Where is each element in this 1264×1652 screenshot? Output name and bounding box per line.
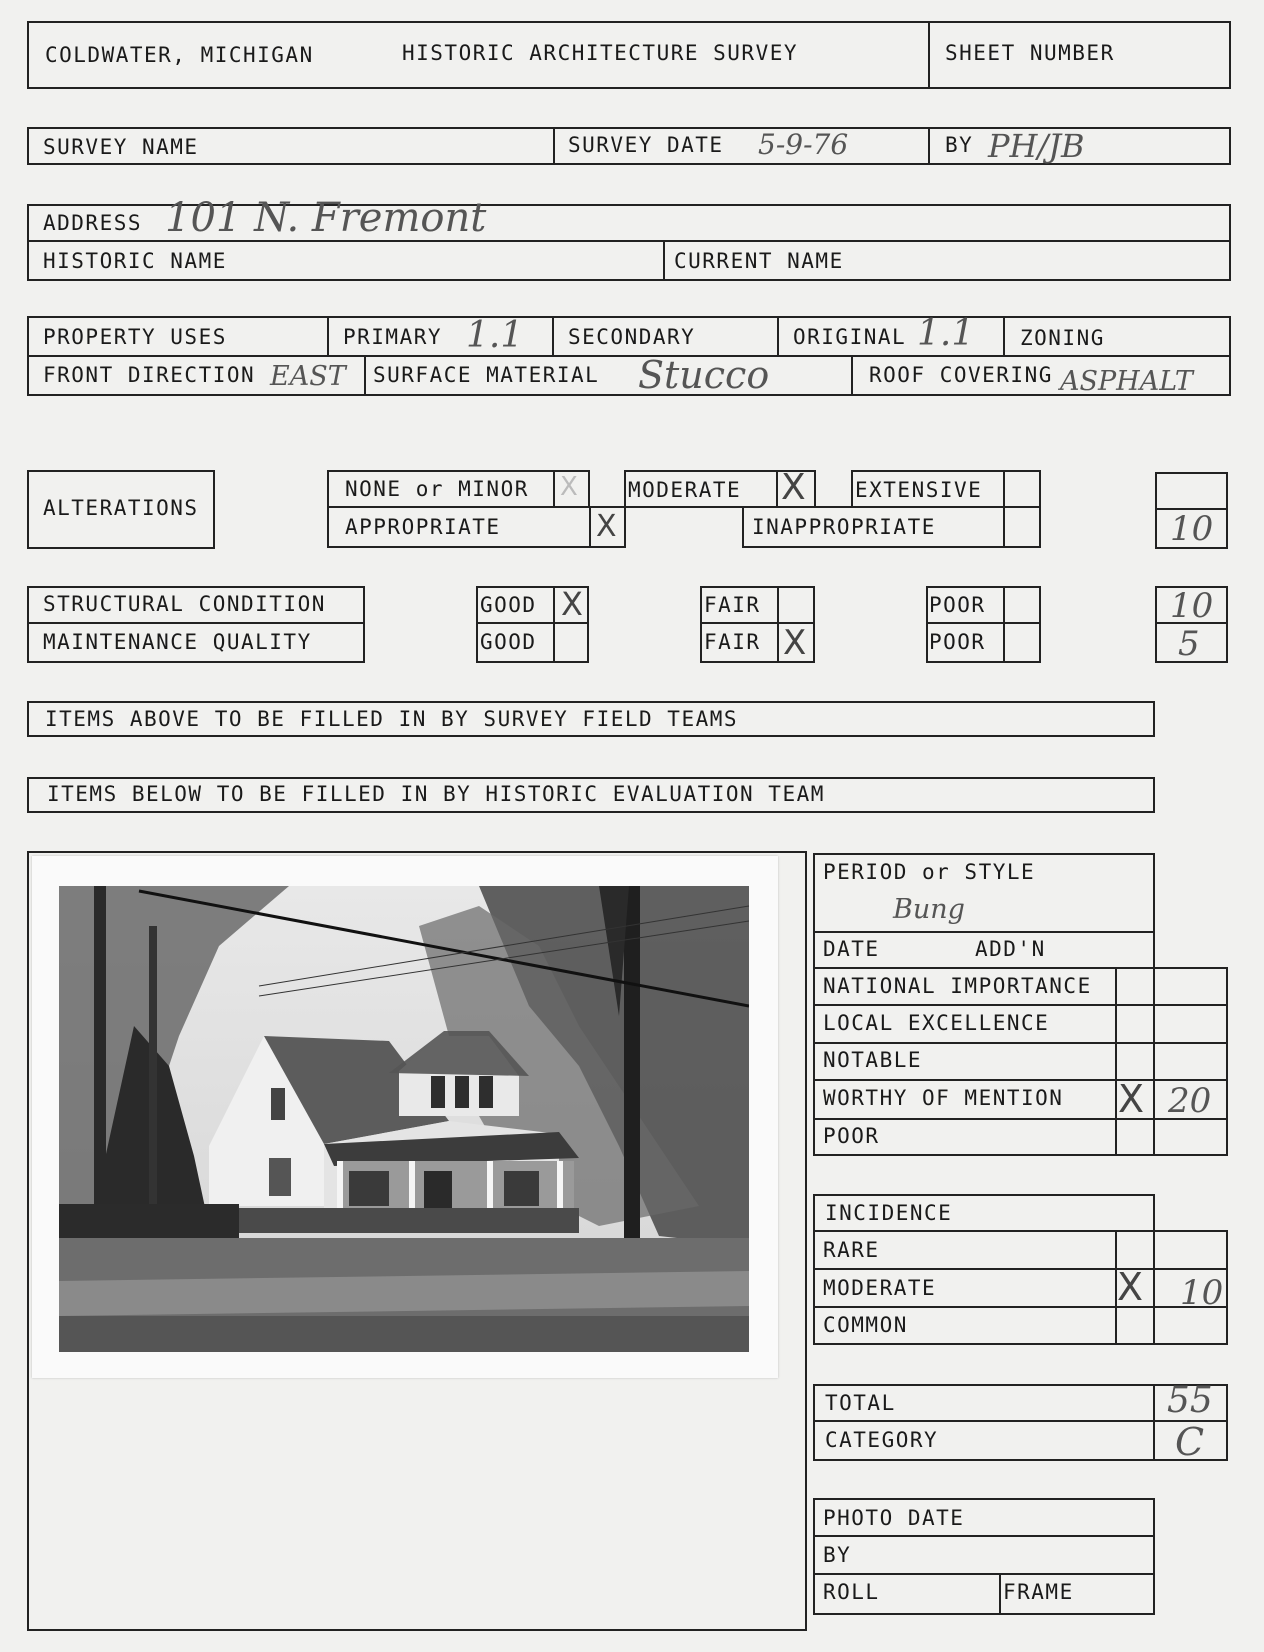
eval-poor-label: POOR bbox=[823, 1124, 880, 1148]
alteration-none-divider bbox=[553, 470, 555, 508]
inc-line-common bbox=[813, 1306, 1228, 1308]
photo-info-col bbox=[999, 1573, 1001, 1615]
photo-print bbox=[32, 856, 778, 1378]
structural-poor-label: POOR bbox=[929, 593, 986, 617]
roll-label: ROLL bbox=[823, 1580, 880, 1604]
structural-score: 10 bbox=[1170, 586, 1214, 626]
photo-by-label: BY bbox=[823, 1543, 852, 1567]
front-col-1 bbox=[364, 355, 366, 396]
note-above-right bbox=[1153, 701, 1155, 737]
property-col-3 bbox=[777, 316, 779, 357]
survey-row-right bbox=[1229, 127, 1231, 165]
front-direction-label: FRONT DIRECTION bbox=[43, 363, 256, 387]
original-value: 1.1 bbox=[917, 313, 975, 354]
note-below-bottom bbox=[27, 811, 1155, 813]
eval-line-poor bbox=[813, 1118, 1228, 1120]
appropriate-label: APPROPRIATE bbox=[345, 515, 501, 539]
historic-name-label: HISTORIC NAME bbox=[43, 249, 227, 273]
sheet-number-label: SHEET NUMBER bbox=[945, 41, 1115, 65]
maintenance-good-label: GOOD bbox=[480, 630, 537, 654]
incidence-label: INCIDENCE bbox=[825, 1201, 953, 1225]
note-below-left bbox=[27, 777, 29, 813]
condition-label-divider bbox=[27, 622, 365, 624]
photo-date-label: PHOTO DATE bbox=[823, 1506, 965, 1530]
worthy-mark: X bbox=[1118, 1077, 1145, 1121]
structural-good-label: GOOD bbox=[480, 593, 537, 617]
structural-fair-label: FAIR bbox=[704, 593, 761, 617]
moderate-label: MODERATE bbox=[628, 478, 742, 502]
house-photo bbox=[59, 886, 749, 1352]
none-minor-label: NONE or MINOR bbox=[345, 477, 529, 501]
property-col-1 bbox=[327, 316, 329, 357]
note-above-left bbox=[27, 701, 29, 737]
property-divider bbox=[27, 355, 1231, 357]
alteration-appropriate-divider bbox=[589, 506, 591, 548]
current-name-label: CURRENT NAME bbox=[674, 249, 844, 273]
eval-line-date bbox=[813, 931, 1155, 933]
survey-by-label: BY bbox=[945, 133, 974, 157]
frame-label: FRAME bbox=[1003, 1580, 1074, 1604]
national-importance-label: NATIONAL IMPORTANCE bbox=[823, 974, 1092, 998]
header-divider bbox=[928, 21, 930, 89]
moderate-mark: X bbox=[781, 467, 806, 508]
primary-value: 1.1 bbox=[466, 315, 524, 356]
note-above: ITEMS ABOVE TO BE FILLED IN BY SURVEY FIELD TEAMS bbox=[45, 707, 739, 731]
address-label: ADDRESS bbox=[43, 211, 143, 235]
primary-label: PRIMARY bbox=[343, 325, 443, 349]
photo-info-line-1 bbox=[813, 1535, 1155, 1537]
incidence-moderate-label: MODERATE bbox=[823, 1276, 937, 1300]
incidence-moderate-score: 10 bbox=[1180, 1273, 1224, 1313]
secondary-label: SECONDARY bbox=[568, 325, 696, 349]
notable-label: NOTABLE bbox=[823, 1048, 923, 1072]
totals-col bbox=[1153, 1384, 1155, 1461]
total-value: 55 bbox=[1167, 1380, 1213, 1421]
alteration-moderate-divider bbox=[776, 470, 778, 508]
eval-line-notable bbox=[813, 1042, 1228, 1044]
front-direction-value: EAST bbox=[270, 361, 346, 392]
maintenance-poor-label: POOR bbox=[929, 630, 986, 654]
original-label: ORIGINAL bbox=[793, 325, 907, 349]
category-value: C bbox=[1175, 1420, 1205, 1464]
city-label: COLDWATER, MICHIGAN bbox=[45, 43, 314, 67]
rare-label: RARE bbox=[823, 1238, 880, 1262]
local-excellence-label: LOCAL EXCELLENCE bbox=[823, 1011, 1050, 1035]
condition-fair-col bbox=[777, 586, 779, 663]
eval-addn-label: ADD'N bbox=[975, 937, 1046, 961]
property-col-2 bbox=[552, 316, 554, 357]
alteration-inappropriate-divider bbox=[1003, 506, 1005, 548]
property-col-4 bbox=[1003, 316, 1005, 357]
surface-material-label: SURFACE MATERIAL bbox=[373, 363, 600, 387]
photo-info-line-2 bbox=[813, 1573, 1155, 1575]
note-below-right bbox=[1153, 777, 1155, 813]
appropriate-mark: X bbox=[596, 509, 617, 544]
note-below: ITEMS BELOW TO BE FILLED IN BY HISTORIC EVALUATION TEAM bbox=[47, 782, 825, 806]
inappropriate-label: INAPPROPRIATE bbox=[752, 515, 936, 539]
evaluation-score-column bbox=[1115, 967, 1228, 1156]
alterations-label: ALTERATIONS bbox=[43, 496, 199, 520]
survey-divider-2 bbox=[928, 127, 930, 165]
eval-line-worthy bbox=[813, 1079, 1228, 1081]
extensive-label: EXTENSIVE bbox=[855, 478, 983, 502]
inc-line-rare bbox=[813, 1230, 1228, 1232]
condition-poor-col bbox=[1003, 586, 1005, 663]
eval-date-label: DATE bbox=[823, 937, 880, 961]
note-above-bottom bbox=[27, 735, 1155, 737]
alteration-extensive-divider bbox=[1003, 470, 1005, 508]
total-label: TOTAL bbox=[825, 1391, 896, 1415]
note-below-top bbox=[27, 777, 1155, 779]
survey-divider-1 bbox=[553, 127, 555, 165]
eval-line-national bbox=[813, 967, 1228, 969]
period-style-value: Bung bbox=[893, 894, 965, 925]
photo-area-left bbox=[27, 851, 29, 1631]
none-minor-mark: X bbox=[560, 472, 578, 502]
inc-line-moderate bbox=[813, 1268, 1228, 1270]
form-title: HISTORIC ARCHITECTURE SURVEY bbox=[402, 41, 799, 65]
maintenance-quality-label: MAINTENANCE QUALITY bbox=[43, 630, 312, 654]
period-style-label: PERIOD or STYLE bbox=[823, 860, 1036, 884]
structural-good-mark: X bbox=[561, 585, 583, 623]
survey-date-label: SURVEY DATE bbox=[568, 133, 724, 157]
condition-poor-divider bbox=[926, 622, 1041, 624]
property-uses-label: PROPERTY USES bbox=[43, 325, 227, 349]
maintenance-fair-label: FAIR bbox=[704, 630, 761, 654]
photo-area-right bbox=[805, 851, 807, 1631]
survey-date-value: 5-9-76 bbox=[758, 128, 849, 161]
alteration-score: 10 bbox=[1170, 509, 1214, 549]
maintenance-score: 5 bbox=[1178, 624, 1200, 664]
common-label: COMMON bbox=[823, 1313, 908, 1337]
zoning-label: ZONING bbox=[1020, 326, 1105, 350]
incidence-moderate-mark: X bbox=[1117, 1265, 1144, 1309]
survey-by-value: PH/JB bbox=[988, 127, 1085, 165]
roof-covering-label: ROOF COVERING bbox=[869, 363, 1053, 387]
photo-area-top bbox=[27, 851, 807, 853]
front-col-2 bbox=[851, 355, 853, 396]
maintenance-fair-mark: X bbox=[783, 623, 807, 663]
note-above-top bbox=[27, 701, 1155, 703]
roof-covering-value: ASPHALT bbox=[1060, 366, 1193, 397]
worthy-of-mention-label: WORTHY OF MENTION bbox=[823, 1086, 1064, 1110]
structural-condition-label: STRUCTURAL CONDITION bbox=[43, 592, 326, 616]
worthy-score: 20 bbox=[1168, 1081, 1212, 1121]
surface-material-value: Stucco bbox=[638, 353, 770, 397]
eval-line-local bbox=[813, 1004, 1228, 1006]
name-divider bbox=[663, 240, 665, 281]
photo-area-bottom bbox=[27, 1629, 807, 1631]
address-value: 101 N. Fremont bbox=[165, 195, 487, 241]
totals-divider bbox=[813, 1420, 1228, 1422]
survey-name-label: SURVEY NAME bbox=[43, 135, 199, 159]
survey-row-left bbox=[27, 127, 29, 165]
condition-good-col bbox=[553, 586, 555, 663]
category-label: CATEGORY bbox=[825, 1428, 939, 1452]
